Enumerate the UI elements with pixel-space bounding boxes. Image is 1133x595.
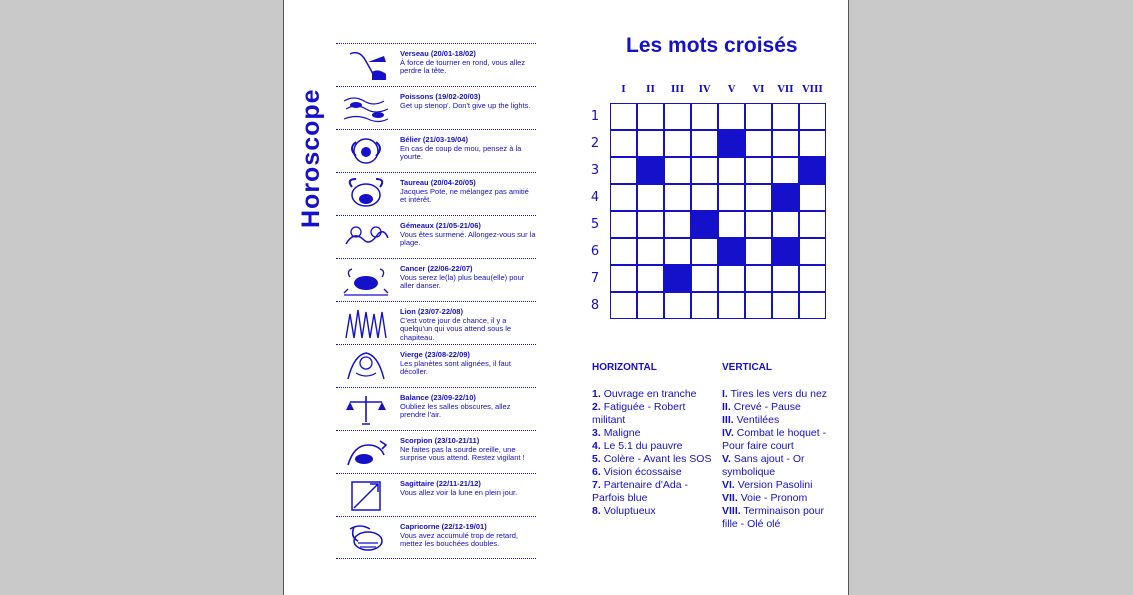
crossword-cell[interactable] xyxy=(718,211,745,238)
crossword-cell[interactable] xyxy=(610,211,637,238)
sign-name: Taureau (20/04-20/05) xyxy=(400,178,476,187)
horizontal-clue xyxy=(592,388,716,401)
clue-number: 5. xyxy=(592,453,601,465)
sign-name: Lion (23/07-22/08) xyxy=(400,307,463,316)
horizontal-clue xyxy=(592,479,716,505)
crossword-cell[interactable] xyxy=(772,157,799,184)
clue-number: 2. xyxy=(592,401,601,413)
vertical-clue xyxy=(722,505,834,531)
horizontal-clue xyxy=(592,505,716,518)
sign-name: Poissons (19/02-20/03) xyxy=(400,92,481,101)
sign-name: Gémeaux (21/05-21/06) xyxy=(400,221,481,230)
clue-number: 3. xyxy=(592,427,601,439)
crossword-cell[interactable] xyxy=(745,292,772,319)
row-label: 2 xyxy=(590,136,600,151)
row-label: 8 xyxy=(590,298,600,313)
clue-text: Ouvrage en tranche xyxy=(603,388,697,400)
horizontal-heading: HORIZONTAL xyxy=(592,362,657,373)
aquarius-icon xyxy=(340,48,392,82)
clue-number: 4. xyxy=(592,440,601,452)
clue-text: Voie - Pronom xyxy=(740,492,808,504)
horoscope-title: Horoscope xyxy=(297,88,325,228)
clue-number: 1. xyxy=(592,388,601,400)
crossword-cell[interactable] xyxy=(637,265,664,292)
black-cell xyxy=(772,184,799,211)
vertical-heading: VERTICAL xyxy=(722,362,772,373)
sign-text: En cas de coup de mou, pensez à la yourte. xyxy=(400,143,522,162)
horoscope-entry xyxy=(336,473,536,516)
column-label: VII xyxy=(777,84,794,95)
clue-text: Vision écossaise xyxy=(603,466,682,478)
clue-number: V. xyxy=(722,453,731,465)
sign-name: Cancer (22/06-22/07) xyxy=(400,264,473,273)
scorpio-icon xyxy=(340,435,392,469)
pisces-icon xyxy=(340,91,392,125)
column-label: I xyxy=(621,84,626,95)
crossword-cell[interactable] xyxy=(772,130,799,157)
row-label: 1 xyxy=(590,109,600,124)
clue-number: 7. xyxy=(592,479,601,491)
horizontal-clue xyxy=(592,401,716,427)
vertical-clue xyxy=(722,414,834,427)
vertical-clue xyxy=(722,401,834,414)
sign-text: Get up stenop'. Don't give up the lights. xyxy=(400,100,531,110)
clue-text: Maligne xyxy=(603,427,641,439)
crossword-cell[interactable] xyxy=(799,184,826,211)
leo-icon xyxy=(340,306,392,340)
crossword-cell[interactable] xyxy=(799,265,826,292)
sign-name: Sagittaire (22/11-21/12) xyxy=(400,479,481,488)
clue-text: Partenaire d'Ada - Parfois blue xyxy=(592,479,688,504)
column-label: IV xyxy=(698,84,711,95)
crossword-cell[interactable] xyxy=(610,292,637,319)
crossword-cell[interactable] xyxy=(745,238,772,265)
crossword-cell[interactable] xyxy=(718,265,745,292)
horoscope-entry xyxy=(336,301,536,344)
column-label: II xyxy=(646,84,655,95)
horizontal-clues xyxy=(592,388,716,518)
clue-number: III. xyxy=(722,414,734,426)
clue-number: I. xyxy=(722,388,728,400)
crossword-cell[interactable] xyxy=(637,292,664,319)
horoscope-entry xyxy=(336,172,536,215)
horoscope-list xyxy=(336,43,536,559)
clue-text: Crevé - Pause xyxy=(733,401,801,413)
clue-number: 6. xyxy=(592,466,601,478)
horoscope-entry xyxy=(336,344,536,387)
crossword-cell[interactable] xyxy=(610,184,637,211)
crossword-cell[interactable] xyxy=(745,103,772,130)
sign-text: Oubliez les salles obscures, allez prendre l'air. xyxy=(400,401,511,420)
column-label: V xyxy=(727,84,736,95)
crossword-cell[interactable] xyxy=(664,103,691,130)
row-label: 4 xyxy=(590,190,600,205)
crossword-cell[interactable] xyxy=(772,265,799,292)
clue-text: Terminaison pour fille - Olé olé xyxy=(722,505,824,530)
row-label: 5 xyxy=(590,217,600,232)
sign-text: Vous avez accumulé trop de retard, mettez les bouchées doubles. xyxy=(400,530,518,549)
sign-name: Scorpion (23/10-21/11) xyxy=(400,436,480,445)
sign-text: Vous allez voir la lune en plein jour. xyxy=(400,487,518,497)
row-label: 3 xyxy=(590,163,600,178)
cancer-icon xyxy=(340,263,392,297)
column-label: VIII xyxy=(802,84,823,95)
column-label: VI xyxy=(752,84,765,95)
crossword-cell[interactable] xyxy=(610,130,637,157)
crossword-grid xyxy=(610,103,826,319)
black-cell xyxy=(772,238,799,265)
sagittarius-icon xyxy=(340,478,392,512)
sign-text: Vous serez le(la) plus beau(elle) pour aller danser. xyxy=(400,272,525,291)
crossword-cell[interactable] xyxy=(637,103,664,130)
sign-text: Vous êtes surmené. Allongez-vous sur la plage. xyxy=(400,229,536,248)
crossword-cell[interactable] xyxy=(610,157,637,184)
sign-text: C'est votre jour de chance, il y a quelqu'un qui vous attend sous le chapiteau. xyxy=(400,315,512,342)
sign-name: Capricorne (22/12-19/01) xyxy=(400,522,487,531)
horizontal-clue xyxy=(592,453,716,466)
clue-text: Colère - Avant les SOS xyxy=(603,453,712,465)
horoscope-entry xyxy=(336,258,536,301)
crossword-cell[interactable] xyxy=(799,292,826,319)
horoscope-entry xyxy=(336,430,536,473)
clue-number: 8. xyxy=(592,505,601,517)
crossword-cell[interactable] xyxy=(637,211,664,238)
crossword-cell[interactable] xyxy=(691,103,718,130)
crossword-cell[interactable] xyxy=(610,103,637,130)
black-cell xyxy=(664,265,691,292)
crossword-cell[interactable] xyxy=(664,184,691,211)
clue-text: Version Pasolini xyxy=(737,479,813,491)
gemini-icon xyxy=(340,220,392,254)
crossword-cell[interactable] xyxy=(745,265,772,292)
crossword-cell[interactable] xyxy=(691,130,718,157)
horoscope-entry xyxy=(336,215,536,258)
crossword-cell[interactable] xyxy=(745,130,772,157)
crossword-cell[interactable] xyxy=(610,265,637,292)
crossword-cell[interactable] xyxy=(799,238,826,265)
horoscope-entry xyxy=(336,43,536,86)
clue-text: Ventilées xyxy=(736,414,780,426)
clue-number: IV. xyxy=(722,427,734,439)
sign-name: Balance (23/09-22/10) xyxy=(400,393,476,402)
crossword-cell[interactable] xyxy=(718,103,745,130)
vertical-clue xyxy=(722,492,834,505)
crossword-cell[interactable] xyxy=(664,157,691,184)
sign-name: Bélier (21/03-19/04) xyxy=(400,135,468,144)
black-cell xyxy=(691,211,718,238)
sign-text: Ne faites pas la sourde oreille, une surprise vous attend. Restez vigilant ! xyxy=(400,444,525,463)
horoscope-entry xyxy=(336,516,536,559)
crossword-cell[interactable] xyxy=(745,184,772,211)
vertical-clues xyxy=(722,388,834,531)
crossword-cell[interactable] xyxy=(745,157,772,184)
crossword-cell[interactable] xyxy=(610,238,637,265)
capricorn-icon xyxy=(340,521,392,555)
crossword-cell[interactable] xyxy=(799,130,826,157)
horoscope-entry xyxy=(336,86,536,129)
row-label: 7 xyxy=(590,271,600,286)
black-cell xyxy=(637,157,664,184)
crossword-cell[interactable] xyxy=(745,211,772,238)
vertical-clue xyxy=(722,427,834,453)
clue-text: Le 5.1 du pauvre xyxy=(603,440,683,452)
horoscope-entry xyxy=(336,387,536,430)
clue-number: VI. xyxy=(722,479,735,491)
crossword-cell[interactable] xyxy=(772,103,799,130)
crossword-cell[interactable] xyxy=(691,292,718,319)
row-label: 6 xyxy=(590,244,600,259)
clue-number: VII. xyxy=(722,492,738,504)
virgo-icon xyxy=(340,349,392,383)
sign-text: À force de tourner en rond, vous allez perdre la tête. xyxy=(400,57,526,76)
horizontal-clue xyxy=(592,440,716,453)
clue-text: Sans ajout - Or symbolique xyxy=(722,453,805,478)
clue-text: Tires les vers du nez xyxy=(730,388,828,400)
crossword-cell[interactable] xyxy=(637,130,664,157)
crossword-cell[interactable] xyxy=(772,292,799,319)
clue-number: II. xyxy=(722,401,731,413)
clue-text: Voluptueux xyxy=(603,505,656,517)
black-cell xyxy=(718,238,745,265)
crossword-cell[interactable] xyxy=(664,211,691,238)
crossword-cell[interactable] xyxy=(718,292,745,319)
crossword-cell[interactable] xyxy=(664,238,691,265)
vertical-clue xyxy=(722,453,834,479)
horizontal-clue xyxy=(592,466,716,479)
crossword-cell[interactable] xyxy=(691,184,718,211)
crossword-cell[interactable] xyxy=(718,157,745,184)
horoscope-entry xyxy=(336,129,536,172)
black-cell xyxy=(799,157,826,184)
libra-icon xyxy=(340,392,392,426)
crossword-cell[interactable] xyxy=(664,130,691,157)
crossword-cell[interactable] xyxy=(799,103,826,130)
horizontal-clue xyxy=(592,427,716,440)
crossword-cell[interactable] xyxy=(637,238,664,265)
crossword-cell[interactable] xyxy=(691,238,718,265)
crossword-cell[interactable] xyxy=(664,292,691,319)
crossword-cell[interactable] xyxy=(691,265,718,292)
sign-text: Les planètes sont alignées, il faut décoller. xyxy=(400,358,511,377)
clue-text: Fatiguée - Robert militant xyxy=(592,401,686,426)
vertical-clue xyxy=(722,479,834,492)
crossword-cell[interactable] xyxy=(691,157,718,184)
sign-name: Verseau (20/01-18/02) xyxy=(400,49,476,58)
clue-text: Combat le hoquet - Pour faire court xyxy=(722,427,827,452)
aries-icon xyxy=(340,134,392,168)
sign-name: Vierge (23/08-22/09) xyxy=(400,350,470,359)
crossword-title: Les mots croisés xyxy=(626,34,798,57)
taurus-icon xyxy=(340,177,392,211)
clue-number: VIII. xyxy=(722,505,741,517)
crossword-cell[interactable] xyxy=(637,184,664,211)
sign-text: Jacques Pote, ne mélangez pas amitié et intérêt. xyxy=(400,186,529,205)
column-label: III xyxy=(670,84,685,95)
crossword-cell[interactable] xyxy=(718,184,745,211)
crossword-cell[interactable] xyxy=(772,211,799,238)
crossword-cell[interactable] xyxy=(799,211,826,238)
vertical-clue xyxy=(722,388,834,401)
black-cell xyxy=(718,130,745,157)
